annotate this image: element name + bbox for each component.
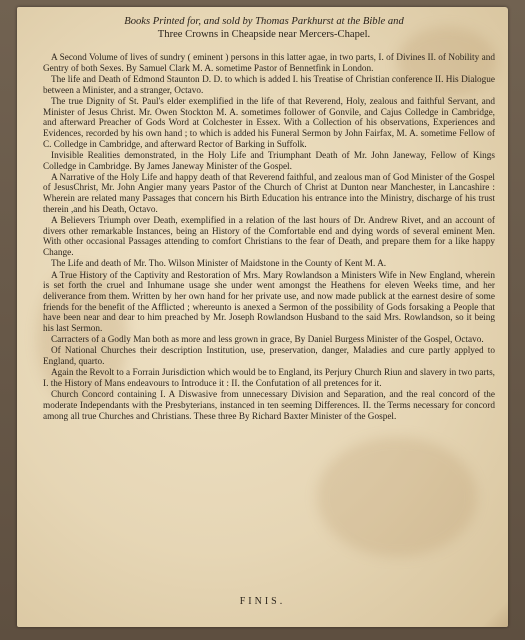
book-entry: Of National Churches their description Institution, use, preservation, danger, Maladies and cure partly applyed to England, quarto. bbox=[43, 346, 495, 368]
book-entry: Invisible Realities demonstrated, in the Holy Life and Triumphant Death of Mr. John Janeway, Fellow of Kings Colledge in Cambridge. By James Janeway Minister of the Gospel. bbox=[43, 150, 495, 172]
paper-stain bbox=[317, 437, 477, 557]
book-entry: A Believers Triumph over Death, exemplified in a relation of the last hours of Dr. Andrew Rivet, and an account of divers other remarkable Instances, being an History of the Comfortable end and dying words of several eminent Men. With other occasional Passages attending to comfort Christians to the fear of Death, and prepare them for a like happy Change. bbox=[43, 216, 495, 259]
book-entry: The life and Death of Edmond Staunton D. D. to which is added I. his Treatise of Christian conference II. His Dialogue between a Minister, and a stranger, Octavo. bbox=[43, 74, 495, 96]
book-entry: The Life and death of Mr. Tho. Wilson Minister of Maidstone in the County of Kent M. A. bbox=[51, 259, 387, 270]
book-entry: A Second Volume of lives of sundry ( eminent ) persons in this latter agae, in two parts, I. of Divines II. of Nobility and Gentry of both Sexes. By Samuel Clark M. A. sometime Pastor of Bennetfink in London. bbox=[43, 53, 495, 74]
printed-page bbox=[17, 7, 508, 627]
book-entry: The true Dignity of St. Paul's elder exemplified in the life of that Reverend, Holy, zealous and faithful Servant, and Minister of Jesus Christ. Mr. Owen Stockton M. A. sometimes follower of Gonvile, and Cajus Colledge in Cambridge, and afterward Preacher of Gods Word at Colchester in Essex. With a Collection of his observations, Experiences and Evidences, recorded by his own hand ; to which is added his Funeral Sermon by John Fairfax, M. A. sometime Fellow of C. Colledge in Cambridge, and afterward Rector of Barking in Suffolk. bbox=[43, 96, 495, 150]
header-line-1: Books Printed for, and sold by Thomas Parkhurst at the Bible and bbox=[124, 16, 404, 27]
book-entry: A True History of the Captivity and Restoration of Mrs. Mary Rowlandson a Ministers Wife in New England, wherein is set forth the cruel and Inhumane usage she under went amongst the Heathens for eleven Weeks time, and her deliverance from them. Written by her own hand for her private use, and now made publick at the earnest desire of some friends for the benefit of the Afflicted ; whereunto is anexed a Sermon of the possibility of Gods forsaking a People that have been near and dear to him preached by Mr. Joseph Rowlandson Husband to the said Mrs. Rowlandson, so it being his last Sermon. bbox=[43, 270, 495, 335]
book-entry: Carracters of a Godly Man both as more and less grown in grace, By Daniel Burgess Minister of the Gospel, Octavo. bbox=[51, 335, 484, 346]
book-list bbox=[43, 53, 495, 423]
page-header bbox=[35, 15, 493, 41]
finis-mark: FINIS. bbox=[239, 596, 286, 607]
corner-crease bbox=[468, 597, 508, 627]
header-line-2: Three Crowns in Cheapside near Mercers-Chapel. bbox=[157, 29, 371, 40]
book-entry: Again the Revolt to a Forrain Jurisdiction which would be to England, its Perjury Church Riun and slavery in two parts, I. the History of Mans endeavours to Introduce it : II. the Confutation of all pretences for it. bbox=[43, 368, 495, 390]
book-entry: A Narrative of the Holy Life and happy death of that Reverend faithful, and zealous man of God Minister of the Gospel of JesusChrist, Mr. John Angier many years Pastor of the Church of Christ at Dunton near Manchester, in Lancashire : Wherein are related many Passages that concern his Birth Education his entrance into the Ministry, discharge of his trust therein ,and his Death, Octavo. bbox=[43, 172, 495, 215]
book-entry: Church Concord containing I. A Diswasive from unnecessary Division and Separation, and the real concord of the moderate Independants with the Presbyterians, instanced in ten seeming Differences. II. the Terms necessary for concord among all true Churches and Christians. These three By Richard Baxter Minister of the Gospel. bbox=[43, 390, 495, 422]
